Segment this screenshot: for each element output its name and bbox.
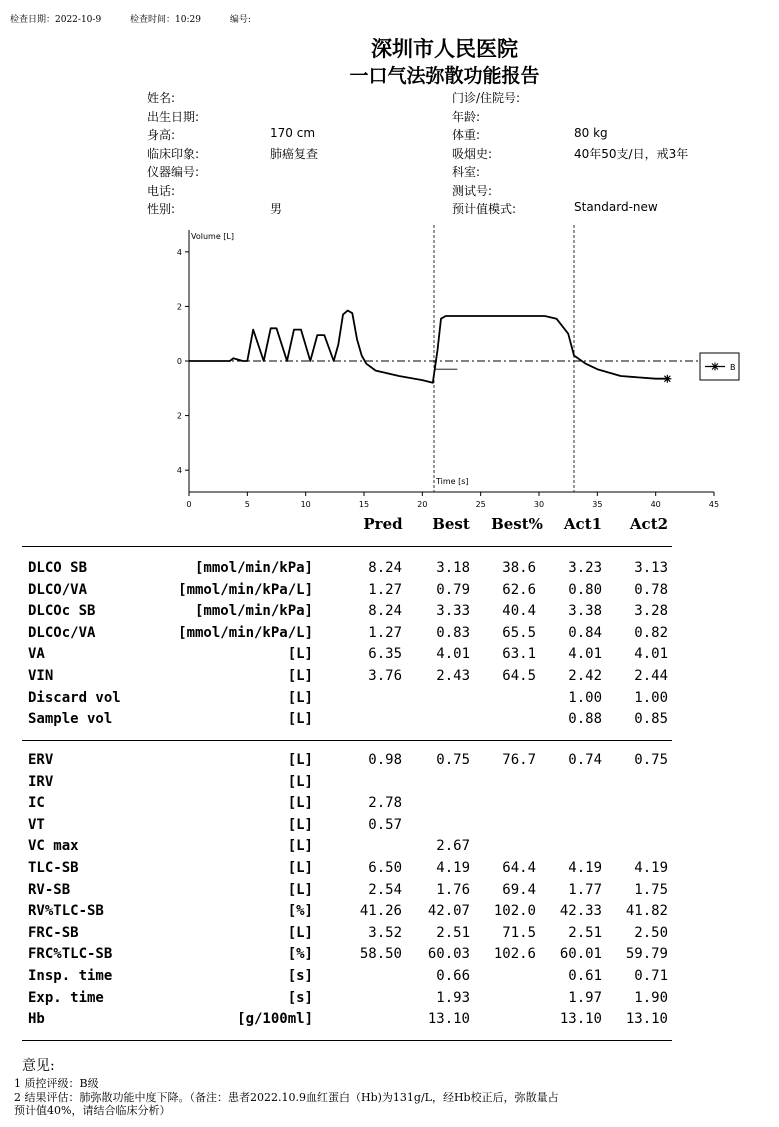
value-best-pct: 63.1 [502, 646, 536, 663]
value-act1: 0.84 [568, 624, 602, 641]
value-best: 0.83 [436, 624, 470, 641]
value-best: 42.07 [427, 903, 470, 920]
table-row [0, 795, 779, 815]
patient-right-label: 预计值模式: [452, 202, 517, 216]
parameter-name: VC max [28, 838, 79, 855]
patient-right-label: 年龄: [452, 109, 481, 124]
value-best: 2.67 [436, 838, 470, 855]
patient-left-value: 男 [270, 202, 283, 216]
value-best: 2.43 [436, 668, 470, 684]
table-divider [22, 546, 672, 547]
value-act2: 0.78 [634, 581, 668, 598]
parameter-name: Exp. time [28, 989, 104, 1006]
value-best: 4.19 [436, 860, 470, 876]
parameter-unit: [L] [287, 689, 313, 706]
patient-right-value: 40年50支/日，戒3年 [574, 146, 689, 161]
table-row [0, 1011, 779, 1031]
value-best-pct: 102.0 [493, 903, 536, 920]
table-row [0, 690, 779, 710]
value-pred: 6.50 [368, 860, 402, 876]
table-row [0, 925, 779, 945]
parameter-name: DLCO/VA [28, 581, 88, 598]
parameter-unit: [L] [287, 668, 313, 684]
value-pred: 0.98 [368, 752, 402, 768]
value-best-pct: 40.4 [502, 603, 536, 620]
volume-time-chart [150, 222, 779, 517]
patient-left-label: 仪器编号: [147, 165, 200, 179]
parameter-name: RV-SB [28, 881, 71, 898]
series-end-marker [663, 375, 671, 383]
parameter-name: FRC%TLC-SB [28, 946, 113, 963]
parameter-unit: [%] [287, 903, 313, 920]
value-act1: 60.01 [559, 946, 602, 963]
parameter-unit: [L] [287, 646, 313, 663]
x-tick-label: 5 [244, 500, 250, 509]
value-best-pct: 71.5 [502, 924, 536, 941]
opinion-line-1: 1 质控评级：B级 [14, 1077, 99, 1090]
value-pred: 41.26 [359, 903, 402, 920]
table-row [0, 838, 779, 858]
report-title: 一口气法弥散功能报告 [349, 65, 540, 87]
value-act1: 13.10 [559, 1011, 602, 1028]
table-row [0, 882, 779, 902]
table-row [0, 774, 779, 794]
value-pred: 1.27 [368, 624, 402, 641]
value-best-pct: 38.6 [502, 560, 536, 576]
parameter-name: IC [28, 795, 45, 812]
parameter-name: Discard vol [28, 689, 121, 706]
parameter-unit: [s] [287, 968, 313, 984]
table-row [0, 903, 779, 923]
hospital-name: 深圳市人民医院 [371, 36, 518, 61]
opinion-line-2: 2 结果评估：肺弥散功能中度下降。（备注：患者2022.10.9血红蛋白（Hb)为131g/L，经Hb校正后，弥散量占 [14, 1091, 559, 1104]
parameter-unit: [mmol/min/kPa] [194, 603, 313, 620]
table-row [0, 560, 779, 580]
value-pred: 2.54 [368, 881, 402, 898]
value-act1: 0.80 [568, 581, 602, 598]
report-number: 编号: [229, 15, 251, 25]
value-pred: 2.78 [368, 795, 402, 812]
parameter-unit: [L] [287, 711, 313, 728]
value-act2: 1.00 [634, 689, 668, 706]
value-act2: 3.13 [634, 560, 668, 576]
patient-right-label: 体重: [452, 128, 481, 142]
value-act1: 4.01 [568, 646, 602, 663]
value-pred: 3.76 [368, 668, 402, 684]
x-tick-label: 20 [417, 500, 428, 509]
value-best-pct: 69.4 [502, 881, 536, 898]
y-tick-label: 4 [176, 466, 182, 476]
x-tick-label: 0 [186, 500, 192, 509]
patient-left-label: 电话: [147, 183, 176, 198]
parameter-name: FRC-SB [28, 924, 79, 941]
value-pred: 58.50 [359, 946, 402, 963]
parameter-unit: [s] [287, 989, 313, 1006]
y-axis-label: Volume [L] [191, 232, 234, 241]
patient-left-label: 出生日期: [147, 109, 200, 124]
parameter-name: Hb [28, 1011, 45, 1028]
value-best-pct: 64.5 [502, 668, 536, 684]
value-best-pct: 76.7 [502, 752, 536, 768]
value-act1: 42.33 [559, 903, 602, 920]
patient-left-value: 肺癌复查 [270, 146, 319, 161]
patient-right-label: 科室: [452, 165, 481, 179]
value-act1: 0.61 [568, 968, 602, 984]
value-best: 0.75 [436, 752, 470, 768]
value-act2: 1.75 [634, 881, 668, 898]
parameter-name: TLC-SB [28, 860, 79, 876]
parameter-name: IRV [28, 773, 54, 790]
patient-left-label: 性别: [147, 202, 176, 216]
exam-info-line [10, 12, 277, 25]
value-act1: 0.74 [568, 752, 602, 768]
patient-left-label: 姓名: [147, 91, 176, 105]
value-act2: 59.79 [625, 946, 668, 963]
value-act2: 0.82 [634, 624, 668, 641]
check-date: 检查日期：2022-10-9 [10, 15, 102, 25]
opinion-title: 意见: [22, 1058, 55, 1074]
parameter-unit: [L] [287, 924, 313, 941]
y-tick-label: 2 [176, 302, 182, 312]
column-header-best: Best [432, 515, 470, 533]
column-header-pred: Pred [363, 515, 403, 533]
value-act2: 1.90 [634, 989, 668, 1006]
value-best-pct: 62.6 [502, 581, 536, 598]
parameter-unit: [L] [287, 838, 313, 855]
value-act2: 2.44 [634, 668, 668, 684]
value-best-pct: 64.4 [502, 860, 536, 876]
value-act1: 1.00 [568, 689, 602, 706]
value-act2: 2.50 [634, 924, 668, 941]
value-best: 2.51 [436, 924, 470, 941]
value-act1: 2.42 [568, 668, 602, 684]
value-act1: 3.38 [568, 603, 602, 620]
table-divider [22, 740, 672, 741]
table-row [0, 990, 779, 1010]
table-row [0, 817, 779, 837]
table-row [0, 603, 779, 623]
patient-right-label: 吸烟史: [452, 146, 493, 161]
patient-right-value: Standard-new [574, 200, 658, 214]
patient-right-label: 测试号: [452, 183, 493, 198]
patient-right-value: 80 kg [574, 126, 608, 140]
parameter-name: ERV [28, 752, 54, 768]
value-act2: 41.82 [625, 903, 668, 920]
value-act2: 13.10 [625, 1011, 668, 1028]
value-pred: 6.35 [368, 646, 402, 663]
parameter-name: VT [28, 816, 45, 833]
table-row [0, 860, 779, 880]
parameter-unit: [L] [287, 773, 313, 790]
opinion-line-3: 预计值40%，请结合临床分析） [14, 1104, 171, 1117]
value-pred: 0.57 [368, 816, 402, 833]
value-act1: 1.77 [568, 881, 602, 898]
series-line-B [189, 311, 667, 383]
y-tick-label: 2 [176, 411, 182, 421]
value-act2: 0.85 [634, 711, 668, 728]
value-act2: 4.01 [634, 646, 668, 663]
table-divider [22, 1040, 672, 1041]
value-best: 1.76 [436, 881, 470, 898]
column-header-act1: Act1 [563, 515, 603, 533]
value-best: 3.33 [436, 603, 470, 620]
value-act2: 0.71 [634, 968, 668, 984]
value-best: 1.93 [436, 989, 470, 1006]
parameter-name: DLCOc SB [28, 603, 96, 620]
value-best: 0.66 [436, 968, 470, 984]
table-row [0, 711, 779, 731]
x-tick-label: 15 [358, 500, 370, 509]
value-best-pct: 102.6 [493, 946, 536, 963]
patient-left-value: 170 cm [270, 126, 316, 140]
patient-right-label: 门诊/住院号: [452, 91, 521, 105]
x-axis-label: Time [s] [436, 477, 469, 486]
value-pred: 3.52 [368, 924, 402, 941]
column-header-act2: Act2 [629, 515, 669, 533]
parameter-unit: [g/100ml] [237, 1011, 313, 1028]
value-best-pct: 65.5 [502, 624, 536, 641]
value-act1: 3.23 [568, 560, 602, 576]
x-tick-label: 30 [533, 500, 545, 509]
value-best: 4.01 [436, 646, 470, 663]
parameter-unit: [L] [287, 881, 313, 898]
value-best: 0.79 [436, 581, 470, 598]
parameter-unit: [L] [287, 795, 313, 812]
value-act1: 1.97 [568, 989, 602, 1006]
value-best: 60.03 [427, 946, 470, 963]
value-pred: 1.27 [368, 581, 402, 598]
patient-left-label: 临床印象: [147, 146, 200, 161]
value-act1: 2.51 [568, 924, 602, 941]
y-tick-label: 4 [176, 247, 182, 257]
parameter-unit: [mmol/min/kPa] [194, 560, 313, 576]
legend-label: B [730, 363, 736, 372]
x-tick-label: 45 [708, 500, 720, 509]
x-tick-label: 35 [592, 500, 603, 509]
x-tick-label: 40 [650, 500, 661, 509]
table-row [0, 668, 779, 688]
parameter-name: Insp. time [28, 968, 113, 984]
table-row [0, 946, 779, 966]
parameter-name: DLCOc/VA [28, 624, 96, 641]
value-act2: 0.75 [634, 752, 668, 768]
table-row [0, 625, 779, 645]
parameter-unit: [L] [287, 816, 313, 833]
y-tick-label: 0 [176, 357, 182, 366]
parameter-unit: [L] [287, 752, 313, 768]
parameter-unit: [L] [287, 860, 313, 876]
value-pred: 8.24 [368, 560, 402, 576]
table-row [0, 582, 779, 602]
value-act2: 3.28 [634, 603, 668, 620]
parameter-unit: [%] [287, 946, 313, 963]
value-act2: 4.19 [634, 860, 668, 876]
table-row [0, 752, 779, 772]
parameter-name: DLCO SB [28, 560, 88, 576]
x-tick-label: 25 [475, 500, 486, 509]
value-pred: 8.24 [368, 603, 402, 620]
value-best: 3.18 [436, 560, 470, 576]
parameter-name: VIN [28, 668, 54, 684]
parameter-name: VA [28, 646, 45, 663]
parameter-unit: [mmol/min/kPa/L] [178, 624, 313, 641]
parameter-unit: [mmol/min/kPa/L] [178, 581, 313, 598]
value-act1: 4.19 [568, 860, 602, 876]
check-time: 检查时间：10:29 [130, 15, 201, 25]
patient-left-label: 身高: [147, 128, 176, 142]
table-row [0, 968, 779, 988]
table-row [0, 646, 779, 666]
parameter-name: Sample vol [28, 711, 113, 728]
parameter-name: RV%TLC-SB [28, 903, 104, 920]
value-best: 13.10 [427, 1011, 470, 1028]
column-header-best-pct: Best% [491, 515, 543, 533]
value-act1: 0.88 [568, 711, 602, 728]
x-tick-label: 10 [300, 500, 311, 509]
